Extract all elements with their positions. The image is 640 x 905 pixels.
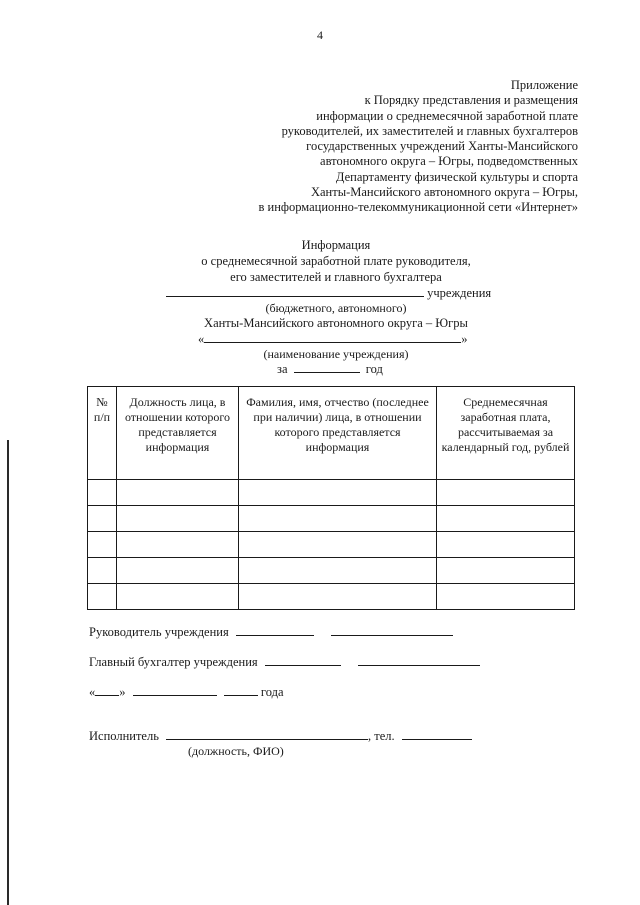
quote-close: » <box>461 332 468 346</box>
name-note: (наименование учреждения) <box>263 347 409 361</box>
appendix-line: автономного округа – Югры, подведомственных <box>320 154 578 169</box>
accountant-signature-row <box>89 654 480 670</box>
accountant-signature-blank[interactable] <box>265 654 341 666</box>
table-row <box>88 532 575 558</box>
head-signature-row <box>89 624 453 640</box>
table-cell[interactable] <box>117 532 239 558</box>
head-label: Руководитель учреждения <box>89 625 229 639</box>
header-average-salary: Среднемесячная заработная плата, рассчитываемая за календарный год, рублей <box>437 387 575 480</box>
table-cell[interactable] <box>239 584 437 610</box>
appendix-block <box>258 78 578 216</box>
executor-row <box>89 728 472 744</box>
executor-note: (должность, ФИО) <box>188 744 284 758</box>
phone-label: , тел. <box>368 729 395 743</box>
year-blank[interactable] <box>294 361 360 373</box>
appendix-line: Приложение <box>510 78 578 92</box>
heading-title: Информация <box>301 238 371 252</box>
year-word: год <box>365 362 383 376</box>
table-cell[interactable] <box>117 506 239 532</box>
table-row <box>88 584 575 610</box>
table-cell[interactable] <box>88 584 117 610</box>
page-number: 4 <box>317 28 323 42</box>
appendix-line: руководителей, их заместителей и главных бухгалтеров <box>281 123 578 138</box>
table-cell[interactable] <box>437 532 575 558</box>
for-word: за <box>277 362 288 376</box>
institution-type-blank[interactable] <box>166 285 424 297</box>
table-row <box>88 480 575 506</box>
table-cell[interactable] <box>117 584 239 610</box>
year-row <box>277 361 383 377</box>
table-cell[interactable] <box>88 532 117 558</box>
appendix-line: Департаменту физической культуры и спорта <box>335 169 578 184</box>
executor-blank[interactable] <box>166 728 368 740</box>
institution-word: учреждения <box>427 286 492 300</box>
heading-line1: о среднемесячной заработной плате руководителя, <box>201 254 471 268</box>
accountant-name-blank[interactable] <box>358 654 480 666</box>
appendix-line: государственных учреждений Ханты-Мансийского <box>306 139 578 154</box>
table-header-row <box>88 387 575 480</box>
appendix-line: в информационно-телекоммуникационной сети «Интернет» <box>258 200 578 215</box>
institution-name-blank[interactable] <box>204 331 461 343</box>
table-cell[interactable] <box>239 558 437 584</box>
table-cell[interactable] <box>437 506 575 532</box>
year-suffix: года <box>260 685 284 699</box>
table-cell[interactable] <box>239 532 437 558</box>
day-blank[interactable] <box>95 684 119 696</box>
year-digits-blank[interactable] <box>224 684 258 696</box>
table-cell[interactable] <box>88 558 117 584</box>
table-cell[interactable] <box>117 558 239 584</box>
head-name-blank[interactable] <box>331 624 453 636</box>
table-cell[interactable] <box>117 480 239 506</box>
quote-open: « <box>198 332 205 346</box>
budget-note: (бюджетного, автономного) <box>265 301 407 315</box>
month-blank[interactable] <box>133 684 217 696</box>
appendix-line: информации о среднемесячной заработной плате <box>316 108 578 123</box>
scan-edge-line <box>7 440 9 905</box>
table-cell[interactable] <box>88 480 117 506</box>
table-cell[interactable] <box>239 480 437 506</box>
accountant-label: Главный бухгалтер учреждения <box>89 655 258 669</box>
appendix-line: к Порядку представления и размещения <box>364 93 578 108</box>
salary-table <box>87 386 575 610</box>
table-cell[interactable] <box>239 506 437 532</box>
header-full-name: Фамилия, имя, отчество (последнее при наличии) лица, в отношении которого представляется информация <box>239 387 437 480</box>
institution-name-row <box>198 331 468 347</box>
heading-line2: его заместителей и главного бухгалтера <box>230 270 442 284</box>
head-signature-blank[interactable] <box>236 624 314 636</box>
header-number: № п/п <box>88 387 117 480</box>
appendix-line: Ханты-Мансийского автономного округа – Югры, <box>310 185 578 200</box>
table-cell[interactable] <box>437 480 575 506</box>
table-row <box>88 506 575 532</box>
institution-type-row <box>166 285 491 301</box>
date-row <box>89 684 284 700</box>
executor-label: Исполнитель <box>89 729 159 743</box>
table-row <box>88 558 575 584</box>
phone-blank[interactable] <box>402 728 472 740</box>
table-cell[interactable] <box>88 506 117 532</box>
region-line: Ханты-Мансийского автономного округа – Югры <box>204 316 468 330</box>
table-cell[interactable] <box>437 558 575 584</box>
date-quote-close: » <box>119 685 126 699</box>
date-quote-open: « <box>89 685 96 699</box>
table-cell[interactable] <box>437 584 575 610</box>
header-position: Должность лица, в отношении которого представляется информация <box>117 387 239 480</box>
